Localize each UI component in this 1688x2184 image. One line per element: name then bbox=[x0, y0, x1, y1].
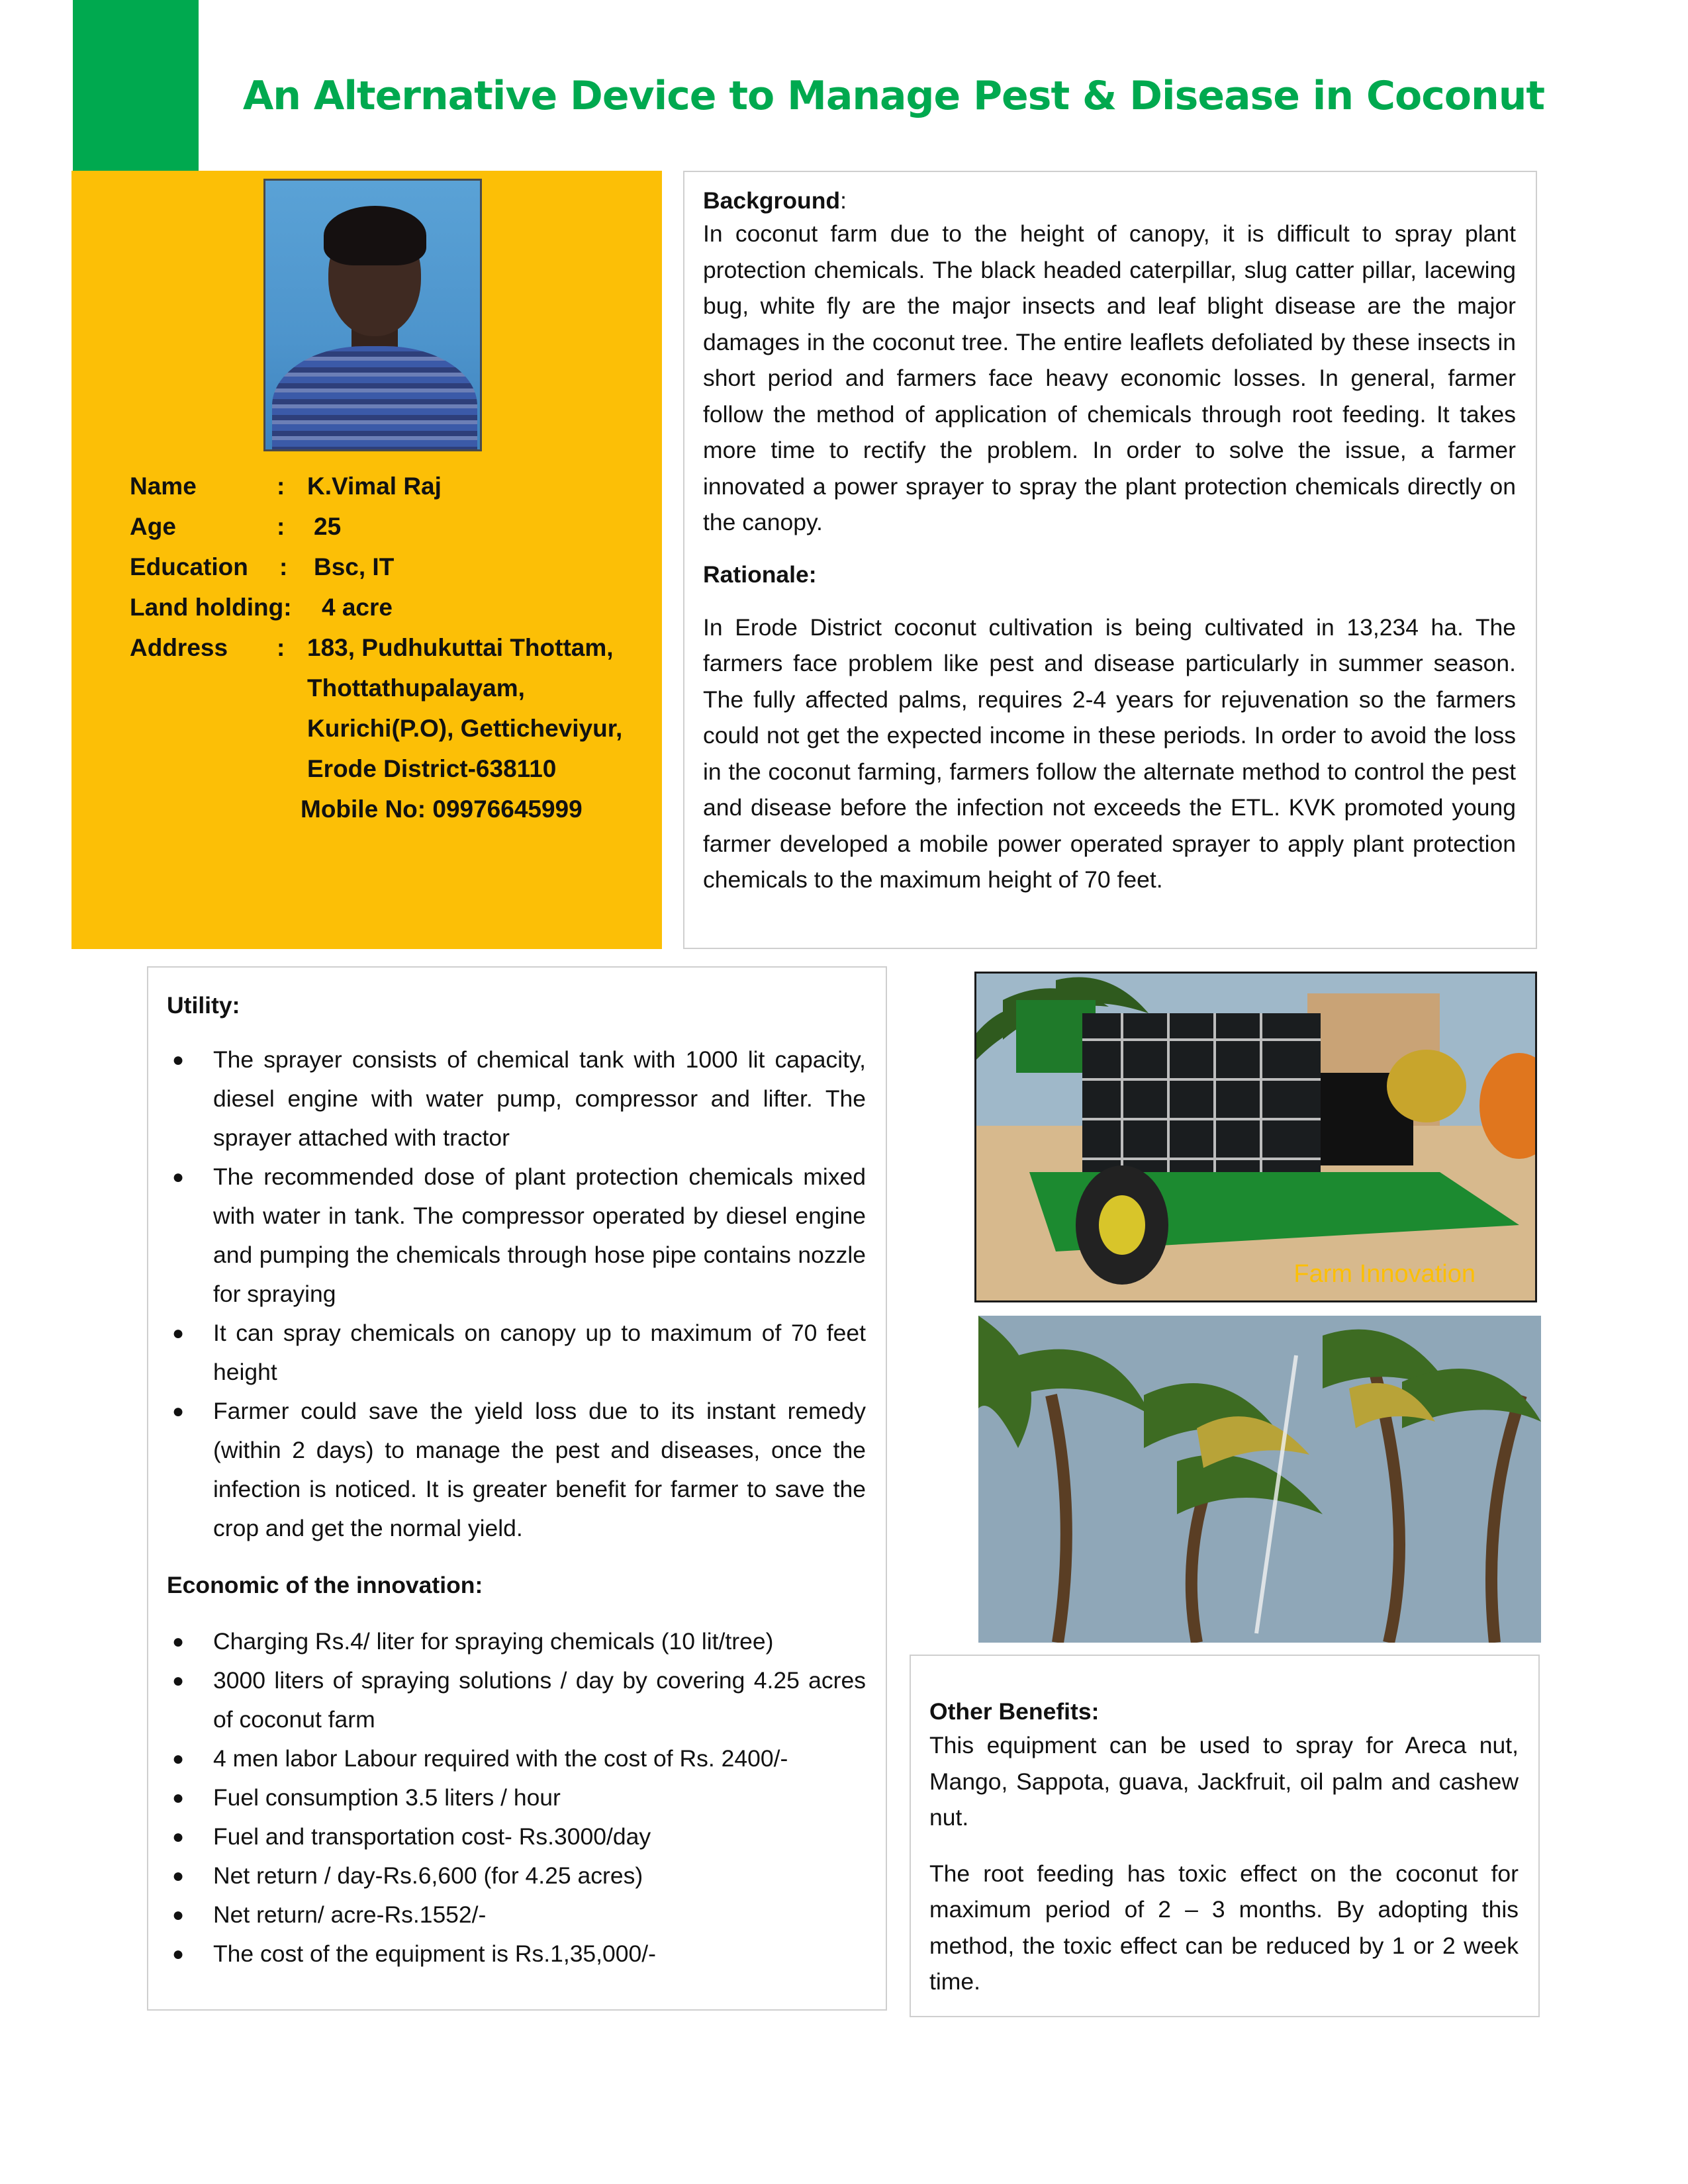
profile-row-name: Name : K.Vimal Raj bbox=[130, 473, 442, 500]
rationale-heading: Rationale: bbox=[703, 561, 817, 588]
photo-caption: Farm Innovation bbox=[1293, 1260, 1476, 1288]
profile-row-address: Address : 183, Pudhukuttai Thottam, bbox=[130, 634, 614, 661]
list-item: ● Farmer could save the yield loss due to its instant remedy (within 2 days) to manage the pest and diseases, once the infection is noticed. It is greater benefit for farmer to save the crop and get the normal yield. bbox=[172, 1398, 866, 1541]
mobile-number: Mobile No: 09976645999 bbox=[301, 796, 583, 823]
utility-heading: Utility: bbox=[167, 992, 240, 1019]
background-rationale-box bbox=[683, 171, 1537, 949]
list-item: ● 4 men labor Labour required with the cost of Rs. 2400/- bbox=[172, 1745, 788, 1772]
other-benefits-box bbox=[910, 1655, 1540, 2017]
utility-economics-box bbox=[147, 966, 887, 2011]
rationale-text: In Erode District coconut cultivation is being cultivated in 13,234 ha. The farmers face problem like pest and disease particularly in summer season. The fully affected palms, requires 2-4 years for rejuvenation so the farmers could not get the expected income in these periods. In order to avoid the loss in the coconut farming, farmers follow the alternate method to control the pest and disease before the infection not exceeds the ETL. KVK promoted young farmer developed a mobile power operated sprayer to apply plant protection chemicals to the maximum height of 70 feet. bbox=[703, 614, 1516, 893]
sprayer-photo-icon bbox=[974, 972, 1537, 1302]
list-item: ● Net return / day-Rs.6,600 (for 4.25 acres) bbox=[172, 1862, 643, 1889]
profile-info bbox=[130, 466, 659, 829]
list-item: ● Fuel consumption 3.5 liters / hour bbox=[172, 1784, 561, 1811]
toxic-effect-text: The root feeding has toxic effect on the coconut for maximum period of 2 – 3 months. By adopting this method, the toxic effect can be reduced by 1 or 2 week time. bbox=[929, 1860, 1519, 1995]
list-item: ● 3000 liters of spraying solutions / day by covering 4.25 acres of coconut farm bbox=[172, 1667, 866, 1733]
farmer-portrait-icon bbox=[263, 179, 482, 451]
list-item: ● The recommended dose of plant protection chemicals mixed with water in tank. The compressor operated by diesel engine and pumping the chemicals through hose pipe contains nozzle for spraying bbox=[172, 1163, 866, 1307]
address-line: Thottathupalayam, bbox=[307, 674, 525, 702]
background-text: In coconut farm due to the height of canopy, it is difficult to spray plant protection chemicals. The black headed caterpillar, slug catter pillar, lacewing bug, white fly are the major insects and leaf blight disease are the major damages in the coconut tree. The entire leaflets defoliated by these insects in short period and farmers face heavy economic losses. In general, farmer follow the method of application of chemicals through root feeding. It takes more time to rectify the problem. In order to solve the issue, a farmer innovated a power sprayer to spray the plant protection chemicals directly on the canopy. bbox=[703, 220, 1516, 535]
other-benefits-text: This equipment can be used to spray for Areca nut, Mango, Sappota, guava, Jackfruit, oil palm and cashew nut. bbox=[929, 1732, 1519, 1831]
profile-row-education: Education : Bsc, IT bbox=[130, 553, 395, 580]
address-line: Kurichi(P.O), Getticheviyur, bbox=[307, 715, 623, 742]
address-line: Erode District-638110 bbox=[307, 755, 557, 782]
economics-heading: Economic of the innovation: bbox=[167, 1572, 483, 1598]
green-accent-block bbox=[73, 0, 199, 171]
profile-row-age: Age : 25 bbox=[130, 513, 342, 540]
list-item: ● Charging Rs.4/ liter for spraying chemicals (10 lit/tree) bbox=[172, 1628, 774, 1655]
profile-row-land-holding: Land holding: 4 acre bbox=[130, 594, 393, 621]
list-item: ● Fuel and transportation cost- Rs.3000/day bbox=[172, 1823, 651, 1850]
list-item: ● The cost of the equipment is Rs.1,35,000/- bbox=[172, 1940, 656, 1967]
background-heading: Background: bbox=[703, 187, 847, 214]
page-title: An Alternative Device to Manage Pest & Disease in Coconut bbox=[242, 73, 1545, 119]
list-item: ● It can spray chemicals on canopy up to maximum of 70 feet height bbox=[172, 1320, 866, 1385]
coconut-spraying-photo-icon bbox=[978, 1316, 1541, 1643]
list-item: ● Net return/ acre-Rs.1552/- bbox=[172, 1901, 487, 1928]
list-item: ● The sprayer consists of chemical tank with 1000 lit capacity, diesel engine with water pump, compressor and lifter. The sprayer attached with tractor bbox=[172, 1046, 866, 1151]
other-benefits-heading: Other Benefits: bbox=[929, 1698, 1100, 1725]
